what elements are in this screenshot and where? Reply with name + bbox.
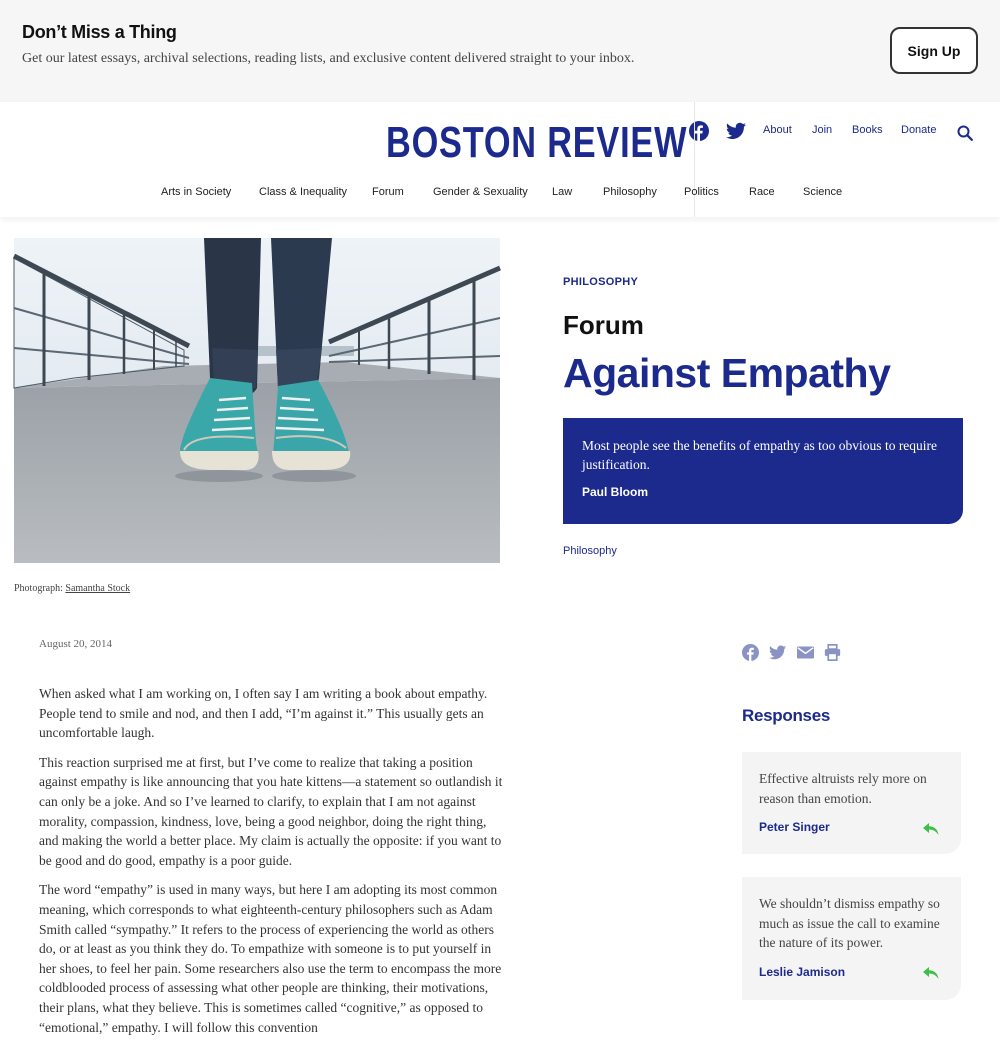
nav-item-arts-in-society[interactable]: Arts in Society	[161, 186, 232, 198]
response-card[interactable]	[742, 877, 961, 1000]
nav-item-politics[interactable]: Politics	[684, 186, 719, 198]
nav-item-gender-sexuality[interactable]: Gender & Sexuality	[433, 186, 528, 198]
body-paragraph: When asked what I am working on, I often say I am writing a book about empathy. People tend to smile and nod, and then I add, “I’m against it.” This usually gets an uncomfortable laugh.	[39, 686, 488, 741]
nav-item-forum[interactable]: Forum	[372, 186, 404, 198]
response-author[interactable]: Leslie Jamison	[759, 964, 846, 979]
books-link[interactable]: Books	[852, 124, 883, 136]
topic-tag[interactable]: Philosophy	[563, 545, 617, 557]
response-quote: Effective altruists rely more on reason than emotion.	[759, 771, 927, 806]
photo-credit-link[interactable]: Samantha Stock	[65, 583, 131, 594]
site-logo[interactable]: BOSTON REVIEW	[386, 118, 688, 167]
responses-heading: Responses	[742, 706, 831, 725]
hero-image	[14, 238, 500, 563]
format-label: Forum	[563, 310, 644, 340]
twitter-share-icon[interactable]	[769, 644, 786, 661]
publish-date: August 20, 2014	[39, 638, 113, 650]
about-link[interactable]: About	[763, 124, 792, 136]
facebook-icon[interactable]	[689, 121, 709, 141]
section-label[interactable]: PHILOSOPHY	[563, 276, 639, 288]
nav-item-law[interactable]: Law	[552, 186, 573, 198]
response-author[interactable]: Peter Singer	[759, 820, 830, 835]
nav-item-philosophy[interactable]: Philosophy	[603, 186, 657, 198]
dek-box	[563, 418, 963, 524]
main-nav	[0, 186, 1000, 202]
site-header	[0, 102, 1000, 217]
author-name[interactable]: Paul Bloom	[582, 485, 649, 499]
nav-item-science[interactable]: Science	[803, 186, 843, 198]
nav-item-class-inequality[interactable]: Class & Inequality	[259, 186, 348, 198]
body-paragraph: This reaction surprised me at first, but I’ve come to realize that taking a position against empathy is like announcing that you hate kittens—a statement so outlandish it can only be a joke. And so I’ve learned to clarify, to explain that I am not against morality, compassion, kindness, love, being a good neighbor, doing the right thing, and making the world a better place. My claim is actually the opposite: if you want to be good and do good, empathy is a poor guide.	[39, 754, 503, 868]
dek-text: Most people see the benefits of empathy as too obvious to require justification.	[582, 438, 938, 472]
newsletter-text: Get our latest essays, archival selections, reading lists, and exclusive content delivered straight to your inbox.	[22, 51, 635, 66]
print-icon[interactable]	[824, 644, 841, 661]
facebook-share-icon[interactable]	[742, 644, 759, 661]
reply-arrow-icon[interactable]	[923, 966, 939, 980]
reply-arrow-icon[interactable]	[923, 822, 939, 836]
response-quote: We shouldn’t dismiss empathy so much as issue the call to examine the nature of its power.	[759, 896, 940, 951]
newsletter-banner	[0, 0, 1000, 102]
article-body	[39, 684, 509, 1047]
join-link[interactable]: Join	[812, 124, 833, 136]
twitter-icon[interactable]	[726, 122, 746, 140]
body-paragraph: The word “empathy” is used in many ways, but here I am adopting its most common meaning, which corresponds to what eighteenth-century philosophers such as Adam Smith called “sympathy.” It refers to the process of experiencing the world as others do, or at least as you think they do. To empathize with someone is to put yourself in her shoes, to feel her pain. Some researchers also use the term to encompass the more coldblooded process of assessing what other people are thinking, their motivations, their plans, what they believe. This is sometimes called “cognitive,” as opposed to “emotional,” empathy. I will follow this convention	[39, 882, 502, 1035]
nav-item-race[interactable]: Race	[749, 186, 775, 198]
sign-up-button[interactable]: Sign Up	[890, 27, 978, 74]
article-title: Against Empathy	[563, 350, 891, 396]
donate-link[interactable]: Donate	[901, 124, 937, 136]
response-card[interactable]	[742, 752, 961, 854]
email-share-icon[interactable]	[797, 644, 814, 661]
search-icon[interactable]	[957, 125, 973, 141]
photo-credit	[14, 583, 130, 594]
newsletter-title: Don’t Miss a Thing	[22, 22, 177, 42]
photo-credit-prefix: Photograph:	[14, 583, 63, 594]
